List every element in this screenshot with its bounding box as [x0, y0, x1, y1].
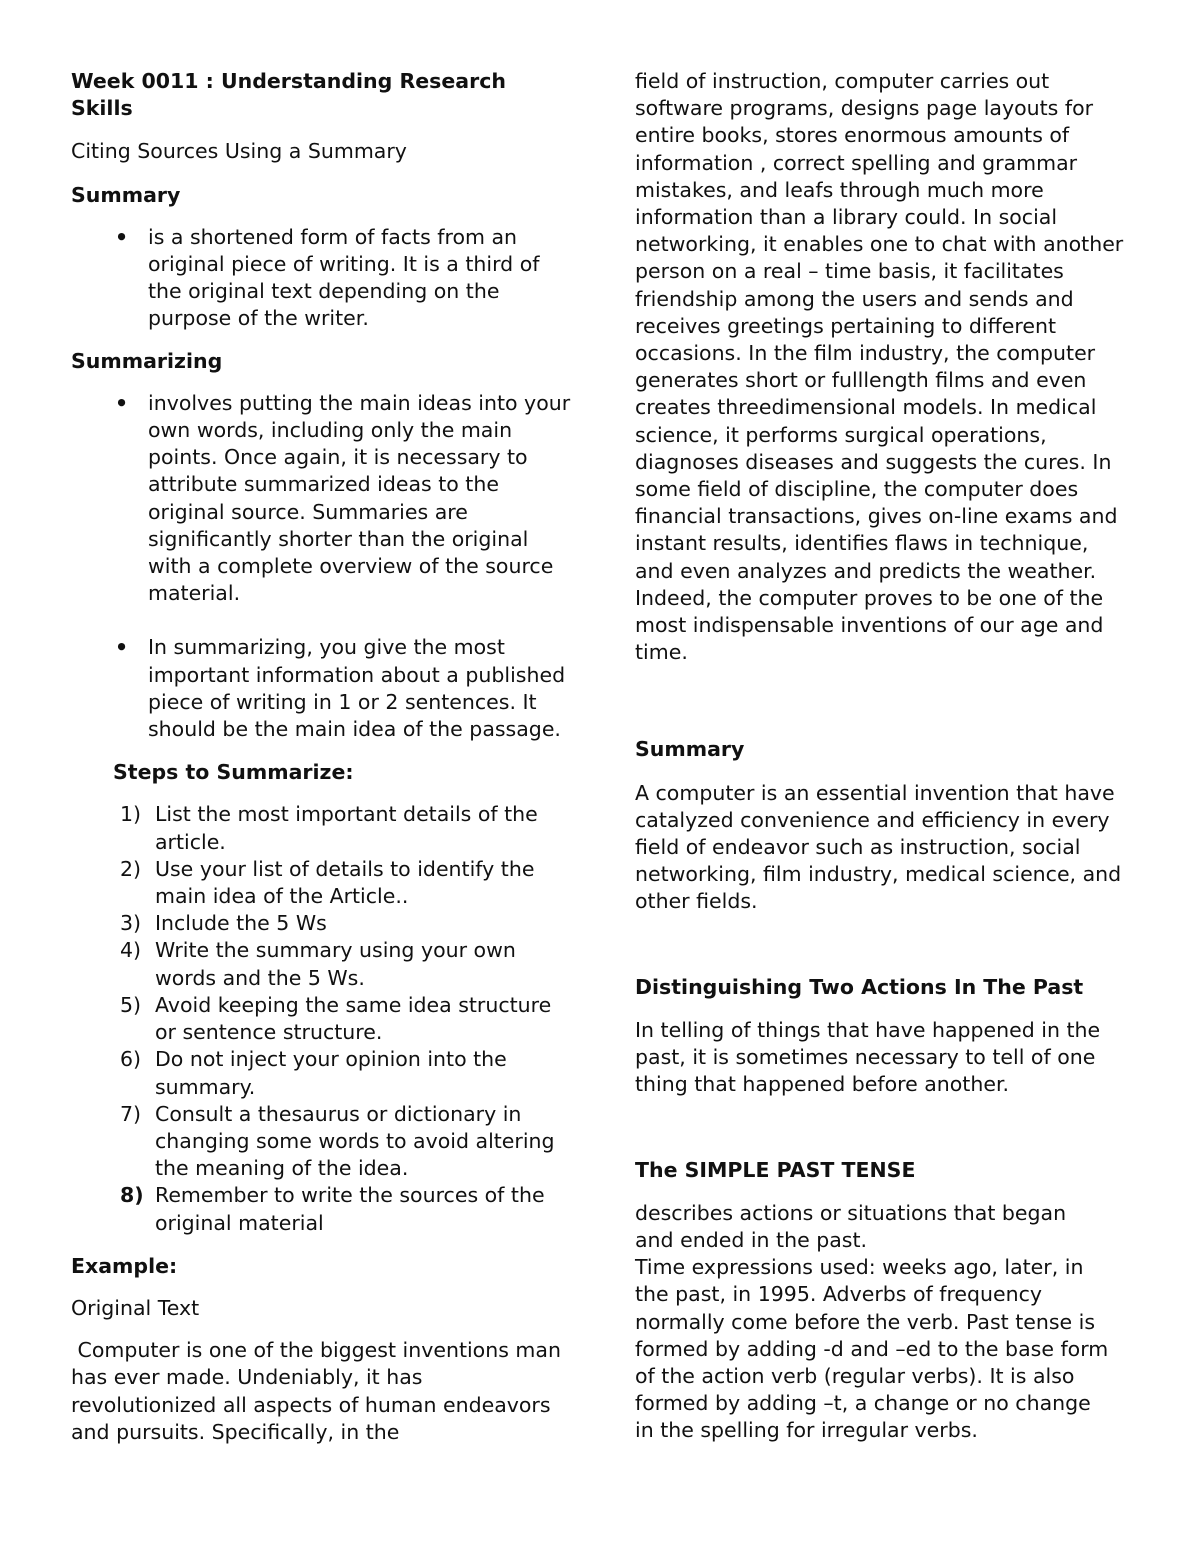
summary-heading-2: Summary — [635, 737, 745, 762]
step-number: 4) — [120, 938, 142, 963]
right-column — [635, 68, 1155, 1445]
step-text: List the most important details of the article. — [155, 802, 538, 854]
list-item — [71, 1182, 571, 1236]
list-item — [71, 910, 571, 937]
summarizing-heading: Summarizing — [71, 348, 223, 373]
subtitle: Citing Sources Using a Summary — [71, 139, 407, 164]
simple-past-text-1: describes actions or situations that began and ended in the past. — [635, 1200, 1067, 1252]
list-item — [71, 856, 571, 910]
list-item — [71, 1046, 571, 1100]
step-number: 3) — [120, 911, 142, 936]
distinguishing-text: In telling of things that have happened in the past, it is sometimes necessary to tell of one thing that happened before another. — [635, 1017, 1101, 1097]
distinguishing-heading: Distinguishing Two Actions In The Past — [635, 974, 1084, 999]
original-text-continued: field of instruction, computer carries out software programs, designs page layouts for entire books, stores enormous amounts of information , correct spelling and grammar mistakes, and leafs through much more information than a library could. In social networking, it enables one to chat with another person on a real – time basis, it facilitates friendship among the users and sends and receives greetings pertaining to different occasions. In the film industry, the computer generates short or fulllength films and even creates threedimensional models. In medical science, it performs surgical operations, diagnoses diseases and suggests the cures. In some field of discipline, the computer does financial transactions, gives on-line exams and instant results, identifies flaws in technique, and even analyzes and predicts the weather. Indeed, the computer proves to be one of the most indispensable inventions of our age and time. — [635, 69, 1124, 665]
original-text-body: Computer is one of the biggest inventions man has ever made. Undeniably, it has revolutionized all aspects of human endeavors and pursuits. Specifically, in the — [71, 1338, 568, 1444]
step-text: Use your list of details to identify the main idea of the Article.. — [155, 856, 535, 909]
page-title: Week 0011 : Understanding Research Skills — [71, 69, 506, 121]
summary-bullet-text: is a shortened form of facts from an original piece of writing. It is a third of the original text depending on the purpose of the writer. — [148, 224, 540, 331]
summary-bullet — [71, 224, 571, 333]
step-text: Remember to write the sources of the original material — [155, 1183, 545, 1235]
left-column — [71, 68, 571, 1446]
list-item — [71, 992, 571, 1046]
list-item — [71, 801, 571, 855]
summarizing-bullet-text: involves putting the main ideas into your own words, including only the main points. Once again, it is necessary to attribute summarized ideas to the original source. Summaries are significantly shorter than the original with a complete overview of the source material. — [148, 390, 571, 606]
steps-heading: Steps to Summarize: — [113, 760, 354, 785]
list-item — [71, 1101, 571, 1183]
step-number: 8) — [120, 1183, 144, 1208]
bullet-icon: • — [115, 390, 129, 415]
step-text: Include the 5 Ws — [155, 911, 327, 936]
step-text: Avoid keeping the same idea structure or sentence structure. — [155, 992, 552, 1045]
simple-past-heading: The SIMPLE PAST TENSE — [635, 1157, 916, 1182]
summary-text: A computer is an essential invention that have catalyzed convenience and efficiency in every field of endeavor such as instruction, social networking, film industry, medical science, and other fields. — [635, 780, 1122, 914]
steps-list — [71, 801, 571, 1236]
step-text: Write the summary using your own words and the 5 Ws. — [155, 938, 516, 990]
summarizing-bullet — [71, 634, 571, 743]
example-heading: Example: — [71, 1253, 178, 1278]
step-number: 5) — [120, 992, 142, 1017]
summarizing-bullet — [71, 390, 571, 608]
step-number: 1) — [120, 802, 142, 827]
summary-heading: Summary — [71, 182, 181, 207]
summarizing-bullet-text: In summarizing, you give the most important information about a published piece of writing in 1 or 2 sentences. It should be the main idea of the passage. — [148, 635, 566, 742]
bullet-icon: • — [115, 635, 129, 660]
step-number: 7) — [120, 1101, 142, 1126]
step-text: Consult a thesaurus or dictionary in changing some words to avoid altering the meaning of the idea. — [155, 1101, 555, 1181]
step-text: Do not inject your opinion into the summary. — [155, 1047, 507, 1099]
bullet-icon: • — [115, 224, 129, 249]
step-number: 6) — [120, 1047, 142, 1072]
step-number: 2) — [120, 856, 142, 881]
list-item — [71, 937, 571, 991]
simple-past-text-2: Time expressions used: weeks ago, later, in the past, in 1995. Adverbs of frequency normally come before the verb. Past tense is formed by adding -d and –ed to the base form of the action verb (regular verbs). It is also formed by adding –t, a change or no change in the spelling for irregular verbs. — [635, 1255, 1109, 1443]
original-text-label: Original Text — [71, 1295, 200, 1320]
